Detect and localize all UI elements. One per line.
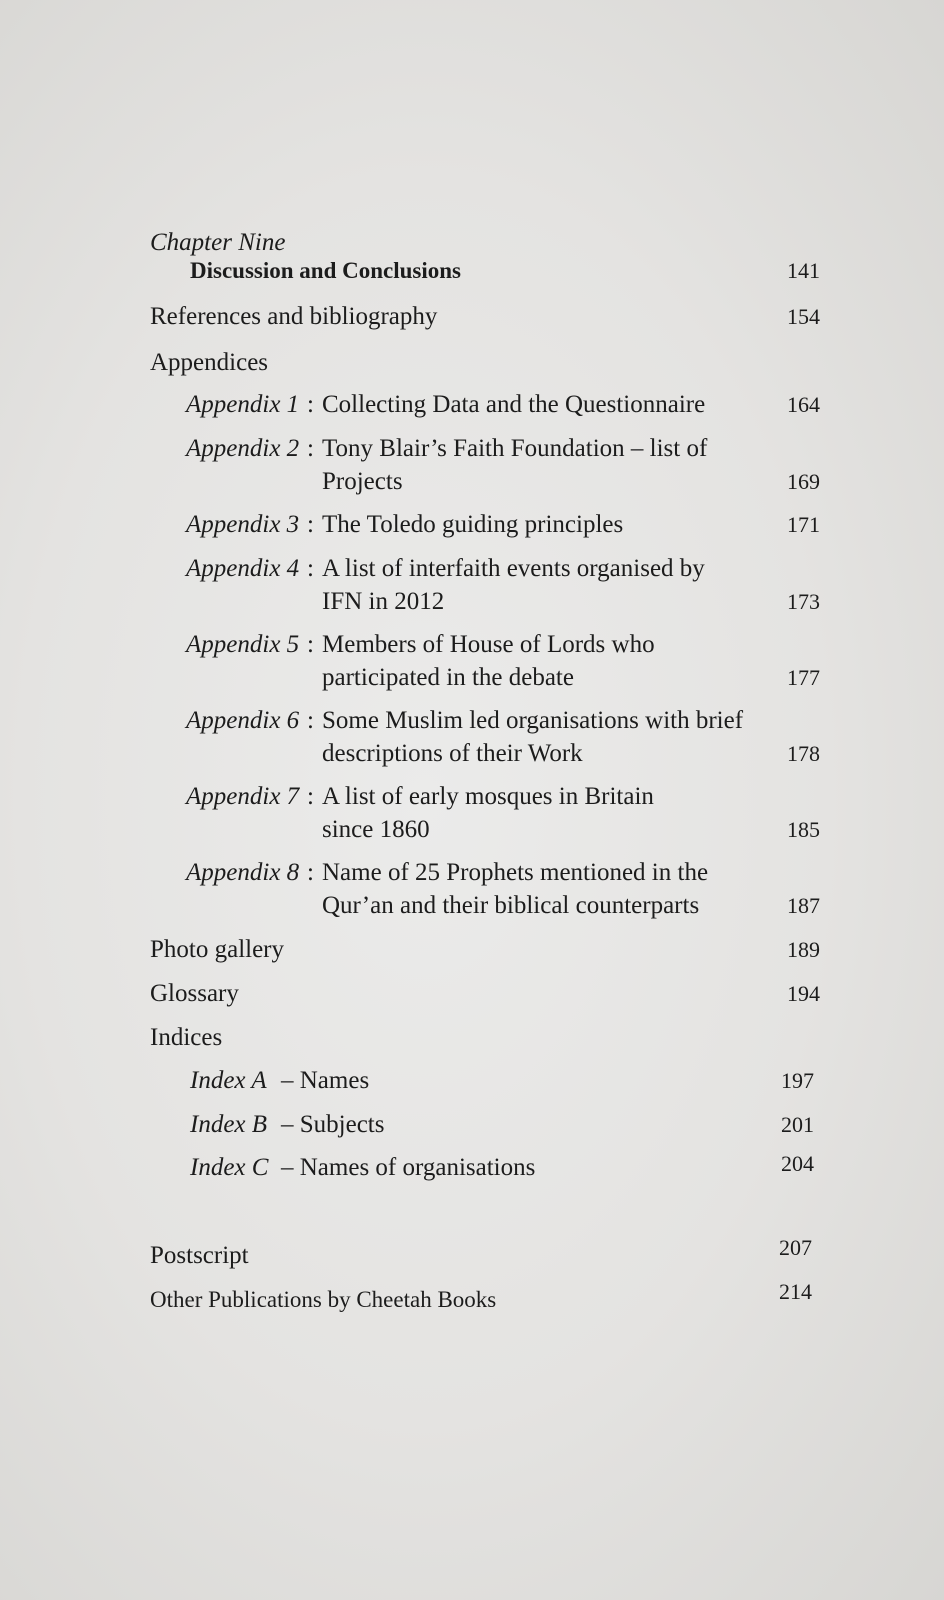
page-number: 194 bbox=[787, 981, 820, 1006]
toc-entry-appendix-4 bbox=[0, 554, 944, 624]
entry-title: Photo gallery bbox=[150, 936, 285, 963]
toc-entry-appendix-3 bbox=[0, 510, 944, 550]
appendix-colon: : bbox=[307, 707, 314, 734]
page-number: 189 bbox=[787, 937, 820, 962]
page-number: 169 bbox=[787, 469, 820, 494]
appendix-title-line1: Collecting Data and the Questionnaire bbox=[322, 391, 706, 418]
chapter-label: Chapter Nine bbox=[150, 229, 286, 256]
entry-title: Postscript bbox=[150, 1242, 249, 1269]
toc-entry-chapter-nine bbox=[0, 228, 944, 298]
appendix-title-line1: A list of interfaith events organised by bbox=[322, 555, 705, 582]
toc-entry-appendix-5 bbox=[0, 630, 944, 700]
page-number: 207 bbox=[779, 1235, 812, 1260]
appendix-title-line1: Name of 25 Prophets mentioned in the bbox=[322, 859, 709, 886]
page-number: 187 bbox=[787, 893, 820, 918]
toc-entry-appendix-8 bbox=[0, 858, 944, 928]
index-label: Index B bbox=[190, 1111, 268, 1138]
appendix-title-line1: The Toledo guiding principles bbox=[322, 511, 624, 538]
page-number: 154 bbox=[787, 304, 820, 329]
page-number: 178 bbox=[787, 741, 820, 766]
appendix-colon: : bbox=[307, 511, 314, 538]
toc-entry-index-b bbox=[0, 1110, 944, 1150]
page-number: 204 bbox=[781, 1151, 814, 1176]
appendix-label: Appendix 3 bbox=[186, 511, 300, 538]
appendix-label: Appendix 5 bbox=[186, 631, 300, 658]
toc-entry-photo-gallery bbox=[0, 935, 944, 975]
section-heading: Appendices bbox=[150, 349, 269, 376]
index-title: – Subjects bbox=[281, 1111, 385, 1138]
appendix-title-line2: Qur’an and their biblical counterparts bbox=[322, 892, 700, 919]
appendix-label: Appendix 2 bbox=[186, 435, 300, 462]
page-number: 197 bbox=[781, 1068, 814, 1093]
toc-entry-appendix-7 bbox=[0, 782, 944, 852]
page-number: 214 bbox=[779, 1279, 812, 1304]
appendix-title-line2: since 1860 bbox=[322, 816, 430, 843]
toc-entry-appendix-1 bbox=[0, 390, 944, 430]
appendix-title-line2: Projects bbox=[322, 468, 403, 495]
page-number: 141 bbox=[787, 258, 820, 283]
index-title: – Names bbox=[281, 1067, 370, 1094]
appendix-label: Appendix 6 bbox=[186, 707, 300, 734]
page-number: 171 bbox=[787, 512, 820, 537]
index-title: – Names of organisations bbox=[281, 1154, 536, 1181]
entry-title: Glossary bbox=[150, 980, 239, 1007]
appendix-label: Appendix 7 bbox=[186, 783, 300, 810]
appendix-title-line1: A list of early mosques in Britain bbox=[322, 783, 654, 810]
appendix-colon: : bbox=[307, 631, 314, 658]
appendix-colon: : bbox=[307, 783, 314, 810]
appendix-colon: : bbox=[307, 391, 314, 418]
chapter-title: Discussion and Conclusions bbox=[190, 258, 461, 283]
toc-entry-index-c bbox=[0, 1153, 944, 1193]
appendix-label: Appendix 1 bbox=[186, 391, 300, 418]
appendix-title-line2: IFN in 2012 bbox=[322, 588, 445, 615]
page-number: 185 bbox=[787, 817, 820, 842]
page-number: 164 bbox=[787, 392, 820, 417]
appendix-colon: : bbox=[307, 555, 314, 582]
page-number: 177 bbox=[787, 665, 820, 690]
toc-entry-other-publications bbox=[0, 1279, 944, 1325]
entry-title: References and bibliography bbox=[150, 303, 438, 330]
section-heading: Indices bbox=[150, 1024, 223, 1051]
appendix-title-line1: Members of House of Lords who bbox=[322, 631, 655, 658]
toc-entry-glossary bbox=[0, 979, 944, 1019]
appendix-colon: : bbox=[307, 435, 314, 462]
toc-entry-postscript bbox=[0, 1235, 944, 1281]
appendix-title-line2: participated in the debate bbox=[322, 664, 574, 691]
toc-entry-index-a bbox=[0, 1066, 944, 1106]
appendix-label: Appendix 8 bbox=[186, 859, 300, 886]
toc-heading-appendices bbox=[0, 348, 944, 388]
appendix-title-line1: Some Muslim led organisations with brief bbox=[322, 707, 744, 734]
appendix-title-line1: Tony Blair’s Faith Foundation – list of bbox=[322, 435, 708, 462]
index-label: Index A bbox=[190, 1067, 267, 1094]
toc-heading-indices bbox=[0, 1023, 944, 1063]
appendix-colon: : bbox=[307, 859, 314, 886]
index-label: Index C bbox=[190, 1154, 269, 1181]
toc-entry-appendix-2 bbox=[0, 434, 944, 504]
page-number: 173 bbox=[787, 589, 820, 614]
toc-entry-appendix-6 bbox=[0, 706, 944, 776]
entry-title: Other Publications by Cheetah Books bbox=[150, 1287, 497, 1312]
appendix-title-line2: descriptions of their Work bbox=[322, 740, 583, 767]
toc-entry-references bbox=[0, 302, 944, 342]
page-number: 201 bbox=[781, 1112, 814, 1137]
appendix-label: Appendix 4 bbox=[186, 555, 300, 582]
